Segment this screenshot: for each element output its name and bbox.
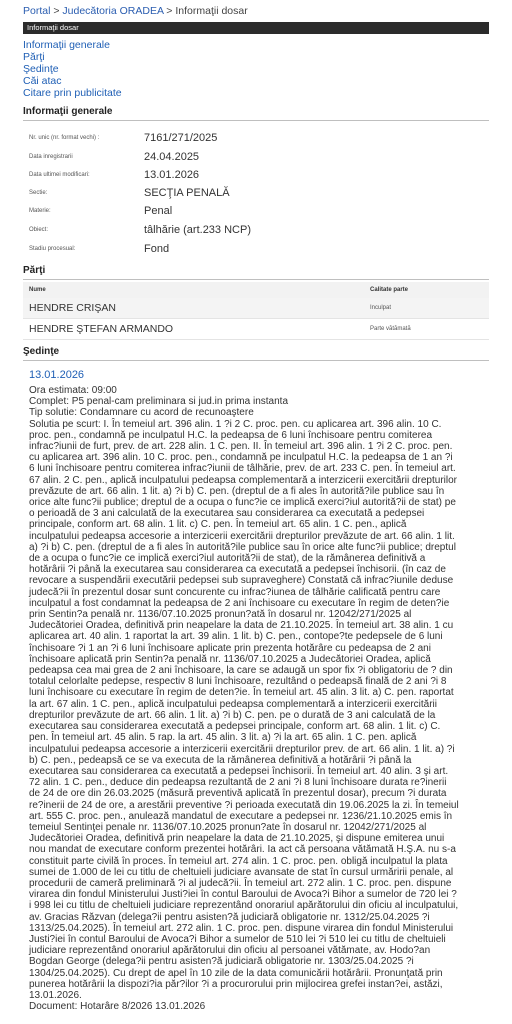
solutie-line: de a ocupa o func?ie ce implică exerci?iul autorită?ii de stat), de la rămânerea definitivă a [29, 553, 426, 565]
party-role: Parte vătămată [370, 326, 411, 332]
solutie-line: executarea sau considerarea executată a pedepsei principale, conform art. 68 alin. 1 lit. c) C. [29, 721, 441, 733]
info-label: Nr. unic (nr. format vechi) : [29, 134, 100, 141]
solutie-line: orice alte func?ii publice; dreptul de a ocupa o func?ie ce implică exerci?iul autorită?ii de stat) pe [29, 497, 456, 509]
solutie-line: de 24 de ore din 26.03.2025 (măsură preventivă aplicată în prezentul dosar), precum ?i durata [29, 788, 447, 800]
info-row [23, 220, 489, 240]
breadcrumb-current: Informaţii dosar [175, 5, 248, 17]
solutie-line: sumei de 1.000 de lei cu titlu de cheltuieli judiciare avansate de stat în cursul urmăririi penale, al [29, 866, 454, 878]
info-row [23, 166, 489, 184]
party-role: Inculpat [370, 305, 392, 311]
column-header-nume: Nume [29, 287, 46, 293]
solutie-line: închisoare ?i 1 an ?i 6 luni închisoare aplicate prin prezenta hotărâre cu pedeapsa de 2 ani [29, 642, 431, 654]
solutie-line: constituit parte civilă în proces. În temeiul art. 274 alin. 1 C. proc. pen. obligă inculpatul la plata [29, 855, 448, 867]
solutie-line: Solutia pe scurt: I. În temeiul art. 396 alin. 1 ?i 2 C. proc. pen. cu aplicarea art. 396 alin. 10 C. [29, 418, 442, 430]
breadcrumb-judecatoria-link[interactable]: Judecătoria ORADEA [62, 5, 164, 17]
solutie-line: o perioadă de 3 ani calculată de la executarea sau considerarea ca executată a pedepsei [29, 508, 425, 520]
solutie-line: prin Sentin?a penală nr. 1136/07.10.2025 pronun?ată în dosarul nr. 12042/271/2025 al [29, 609, 412, 621]
solutie-line: aplicarea art. 40 alin. 1 raportat la art. 39 alin. 1 lit. b) C. pen., contope?te pedepsele de 6 luni [29, 631, 443, 643]
solutie-line: a) ?i b) C. pen. (dreptul de a fi ales în autorită?ile publice sau în orice alte func?ii publice; dreptul [29, 541, 456, 553]
info-row [23, 202, 489, 220]
section-title-parti: Părţi [23, 262, 489, 280]
breadcrumb-separator: > [50, 5, 63, 17]
solutie-line: judecă?ii în prezentul dosar sunt concurente cu infrac?iunea de tâlhărie calificată pentru care [29, 586, 441, 598]
header-bar: Informaţii dosar [23, 22, 489, 34]
info-value: tâlhărie (art.233 NCP) [144, 224, 251, 236]
toc-link-parti[interactable]: Părţi [23, 51, 45, 63]
sedinta-date: 13.01.2026 [29, 369, 85, 381]
info-value: Penal [144, 205, 173, 217]
parti-table-header [23, 282, 489, 298]
table-of-contents [23, 39, 489, 99]
info-label: Data ultimei modificari: [29, 172, 90, 178]
solutie-line: luni închisoare cu executare în regim de deten?ie. În temeiul art. 45 alin. 3 lit. a) C. pen. raportat [29, 687, 454, 699]
solutie-line: inculpatului pedeapsa accesorie a interzicerii exercitării drepturilor prev. de art. 66 alin. 1 lit. a) ?i [29, 743, 455, 755]
solutie-line: închisoare aplicată prin Sentin?a penală nr. 1136/07.10.2025 a Judecătoriei Oradea, aplică [29, 653, 431, 665]
solutie-line: procedurii de cameră preliminară ?i al judecă?ii. În temeiul art. 272 alin. 1 C. proc. pen. dispune [29, 877, 452, 889]
solutie-line: b) C. pen., pedeapsă ce se va executa de la rămânerea definitivă a hotărârii ?i până la [29, 754, 412, 766]
solutie-line: av. Gracias Răzvan (delega?ii pentru asisten?ă judiciară obligatorie nr. 1312/25.04.2025 ?i [29, 911, 430, 923]
solutie-line: 1313/25.04.2025). În temeiul art. 272 alin. 1 C. proc. pen. dispune virarea din fondul Ministerului [29, 922, 454, 934]
solutie-line: re?inerii de 24 de ore, a arestării preventive ?i perioada executată din 19.06.2025 la zi. În temeiul [29, 799, 459, 811]
toc-link-citare-prin-publicitate[interactable]: Citare prin publicitate [23, 87, 122, 99]
solutie-line: drepturilor prevăzute de art. 66 alin. 1 lit. a) ?i b) C. pen. pe o durată de 3 ani calculată de la [29, 709, 436, 721]
info-value: 7161/271/2025 [144, 131, 218, 144]
info-value: 24.04.2025 [144, 151, 200, 163]
solutie-line: totalul celorlalte pedepse, respectiv 8 luni închisoare, rezultând o pedeapsă finală de 2 ani ?i 8 [29, 676, 447, 688]
info-value: Fond [144, 243, 170, 255]
solutie-line: proc. pen., condamnă pe inculpatul H.C. la pedeapsa de 6 luni închisoare pentru comiterea [29, 429, 433, 441]
sedinta-solutie [29, 419, 489, 1002]
solutie-line: Judecătoriei Oradea, definitivă prin neapelare la data de 21.10.2025. În temeiul art. 38 alin. 1 cu [29, 620, 454, 632]
sedinta-tip-solutie: Tip solutie: Condamnare cu acord de recunoaştere [29, 407, 254, 419]
toc-link-informatii-generale[interactable]: Informaţii generale [23, 39, 110, 51]
solutie-line: principale, conform art. 68 alin. 1 lit. c) C. pen. În temeiul art. 65 alin. 1 C. pen., aplică [29, 519, 407, 531]
breadcrumb-portal-link[interactable]: Portal [23, 5, 51, 17]
solutie-line: la art. 67 alin. 1 C. pen., aplică inculpatului pedeapsa complementară a interzicerii exercitării [29, 698, 437, 710]
solutie-line: Judecătoriei Oradea, definitivă prin neapelare la data de 21.10.2025, şi dispune emiterea unui [29, 833, 445, 845]
breadcrumb [23, 0, 489, 20]
solutie-line: Bogdan George (delega?ii pentru asisten?ă judiciară obligatorie nr. 1303/25.04.2025 ?i [29, 956, 414, 968]
info-row [23, 148, 489, 166]
info-row [23, 184, 489, 202]
info-label: Stadiu procesual: [29, 246, 76, 252]
breadcrumb-separator: > [163, 5, 176, 17]
solutie-line: prevăzute de art. 66 alin. 1 lit. a) ?i b) C. pen. (dreptul de a fi ales în autorită?ile publice sau în [29, 485, 445, 497]
party-name: HENDRE CRIŞAN [29, 302, 116, 314]
solutie-line: 13.01.2026. [29, 989, 82, 1001]
solutie-line: revocare a suspendării executării pedepsei sub supraveghere) Constată că infrac?iunile deduse [29, 575, 454, 587]
info-row [23, 127, 489, 148]
solutie-line: cu aplicarea art. 396 alin. 10 C. proc. pen., condamnă pe inculpatul H.C. la pedeapsa de 1 an ?i [29, 452, 453, 464]
toc-link-sedinte[interactable]: Şedinţe [23, 63, 59, 75]
solutie-line: i 998 lei cu titlu de cheltuieli judiciare reprezentând onorariul apărătorului din oficiu al inculpatului, [29, 900, 459, 912]
solutie-line: punerea hotărârii la dispozi?ia păr?ilor ?i a procurorului prin mijlocirea grefei instan?ei, astăzi, [29, 978, 443, 990]
info-row [23, 240, 489, 258]
info-value: SECŢIA PENALĂ [144, 187, 230, 199]
info-label: Sectie: [29, 190, 48, 196]
solutie-line: temeiul Sentinţei penale nr. 1136/07.10.2025 pronun?ate în dosarul nr. 12042/271/2025 al [29, 821, 427, 833]
general-info-table [23, 127, 489, 258]
solutie-line: 6 luni închisoare pentru comiterea infrac?iunii de tâlhărie, prev. de art. 233 C. pen. În temeiul art. [29, 463, 456, 475]
solutie-line: hotărârii ?i până la executarea sau considerarea ca executată a pedepsei închisorii. (în caz de [29, 564, 446, 576]
solutie-line: Justi?iei în contul Baroului de Avoca?i Bihor a sumelor de 510 lei ?i 510 lei cu titlu de cheltuieli [29, 933, 446, 945]
parti-row [23, 298, 489, 319]
sedinta-complet: Complet: P5 penal-cam preliminara si jud.in prima instanta [29, 396, 289, 408]
info-label: Obiect: [29, 227, 49, 233]
info-label: Materie: [29, 208, 51, 214]
solutie-line: pedeapsa cea mai grea de 2 ani închisoare, la care se adaugă un spor fix ?i obligatoriu de ? din [29, 665, 453, 677]
solutie-line: 72 alin. 1 C. pen., deduce din pedeapsa rezultantă de 2 ani ?i 8 luni închisoare durata re?inerii [29, 777, 447, 789]
info-label: Data inregistrarii [29, 154, 73, 160]
sedinta-document: Document: Hotarâre 8/2026 13.01.2026 [29, 1001, 206, 1013]
sedinta-details [23, 385, 489, 1012]
solutie-line: 67 alin. 2 C. pen., aplică inculpatului pedeapsa complementară a interzicerii exercitării drepturilor [29, 474, 458, 486]
info-value: 13.01.2026 [144, 169, 200, 181]
solutie-line: executarea sau considerarea ca executată a pedepsei închisorii. În temeiul art. 40 alin. 3 şi art. [29, 765, 449, 777]
solutie-line: nou mandat de executare conform prezentei hotărâri. Ia act că persoana vătămată H.Ş.A. nu s-a [29, 844, 456, 856]
solutie-line: 1304/25.04.2025). Cu drept de apel în 10 zile de la data comunicării hotărârii. Pronunţată prin [29, 967, 443, 979]
parti-row [23, 319, 489, 340]
party-name: HENDRE ŞTEFAN ARMANDO [29, 323, 174, 335]
solutie-line: judiciare reprezentând onorariul apărătorului din oficiu al persoanei vătămate, av. Hodo?an [29, 945, 431, 957]
section-title-informatii-generale: Informaţii generale [23, 103, 489, 121]
solutie-line: infrac?iunii de furt, prev. de art. 228 alin. 1 C. pen. II. În temeiul art. 396 alin. 1 ?i 2 C. proc. pen. [29, 441, 453, 453]
column-header-calitate-parte: Calitate parte [370, 287, 409, 293]
sedinta-ora: Ora estimata: 09:00 [29, 385, 117, 396]
solutie-line: pen. În temeiul art. 45 alin. 5 rap. la art. 45 alin. 3 lit. a) ?i la art. 65 alin. 1 C. pen. aplică [29, 732, 417, 744]
solutie-line: inculpatul a fost condamnat la pedeapsa de 2 ani închisoare cu executare în regim de deten?ie [29, 597, 450, 609]
solutie-line: inculpatului pedeapsa accesorie a interzicerii exercitării drepturilor prevăzute de art. 66 alin. 1 lit. [29, 530, 455, 542]
solutie-line: art. 555 C. proc. pen., anulează mandatul de executare a pedepsei nr. 1236/21.10.2025 emis în [29, 810, 453, 822]
toc-link-cai-atac[interactable]: Căi atac [23, 75, 62, 87]
solutie-line: virarea din fondul Ministerului Justi?iei în contul Baroului de Avoca?i Bihor a sumelor de 720 lei ? [29, 889, 457, 901]
section-title-sedinte: Şedinţe [23, 343, 489, 361]
